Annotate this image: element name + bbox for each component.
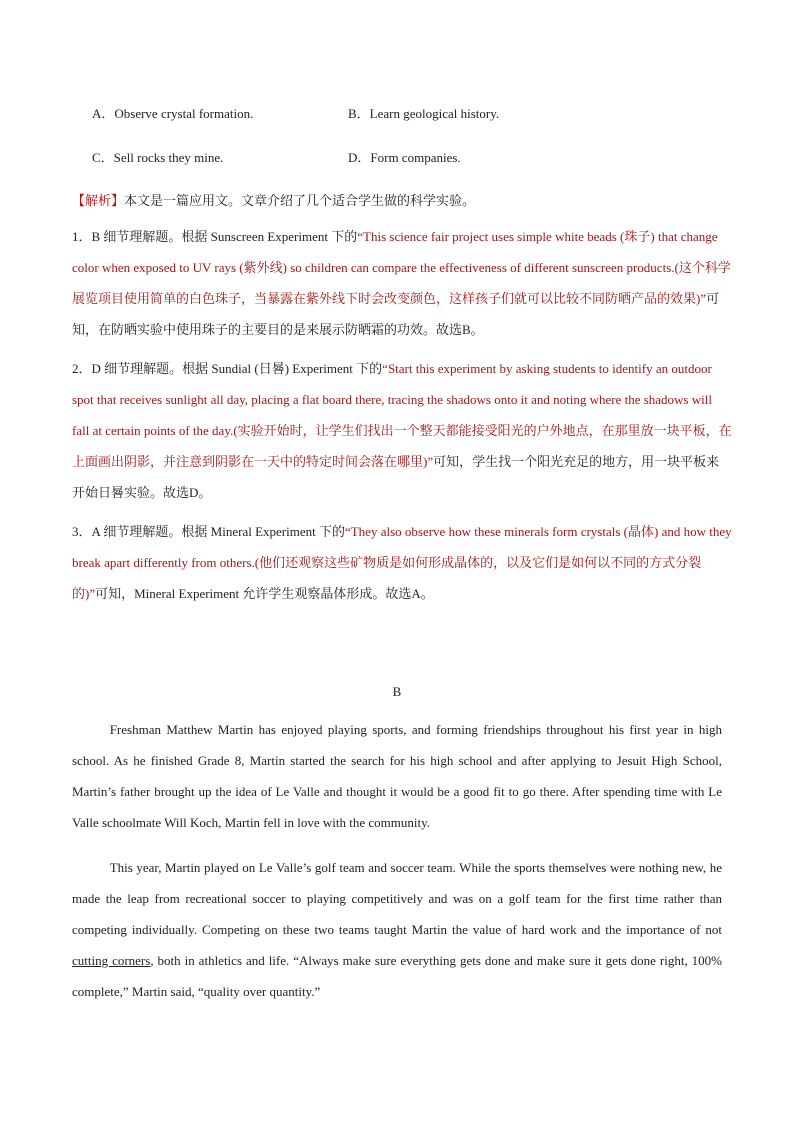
passage-paragraph-2 bbox=[72, 852, 722, 1007]
item-tail: 可知，Mineral Experiment 允许学生观察晶体形成。故选A。 bbox=[95, 586, 434, 601]
section-heading: B bbox=[392, 684, 402, 699]
analysis-item-3 bbox=[72, 516, 732, 609]
analysis-item-2 bbox=[72, 353, 732, 508]
analysis-item-1 bbox=[72, 221, 732, 345]
reading-passage bbox=[72, 714, 722, 1021]
answer-options bbox=[92, 103, 732, 191]
item-lead: 1．B 细节理解题。根据 Sunscreen Experiment 下的 bbox=[72, 229, 358, 244]
passage-paragraph-1: Freshman Matthew Martin has enjoyed playing sports, and forming friendships throughout his first year in high school. As he finished Grade 8, Martin started the search for his high school and after applying to Jesuit High School, Martin’s father brought up the idea of Le Valle and thought it would be a good fit to go there. After spending time with Le Valle schoolmate Will Koch, Martin fell in love with the community. bbox=[72, 722, 722, 830]
options-row-2 bbox=[92, 147, 732, 191]
item-quote: “This science fair project uses simple white beads (珠子) that change color when exposed to UV rays (紫外线) so children can compare the effectiveness of different sunscreen products.(这个科学展览项目使用简单的白色珠子，当暴露在紫外线下时会改变颜色，这样孩子们就可以比较不同防晒产品的效果)” bbox=[72, 229, 731, 306]
item-quote: “They also observe how these minerals form crystals (晶体) and how they break apart differently from others.(他们还观察这些矿物质是如何形成晶体的，以及它们是如何以不同的方式分裂的)” bbox=[72, 524, 732, 601]
paragraph-text: This year, Martin played on Le Valle’s golf team and soccer team. While the sports themselves were nothing new, he made the leap from recreational soccer to playing competitively and was on a golf team for the first time rather than competing individually. Competing on these two teams taught Martin the value of hard work and the importance of not bbox=[72, 860, 722, 937]
analysis-intro: 本文是一篇应用文。文章介绍了几个适合学生做的科学实验。 bbox=[124, 193, 476, 208]
options-row-1 bbox=[92, 103, 732, 147]
option-c: C．Sell rocks they mine. bbox=[92, 150, 224, 165]
option-a: A．Observe crystal formation. bbox=[92, 106, 254, 121]
item-tail: 可知，在防晒实验中使用珠子的主要目的是来展示防晒霜的功效。故选B。 bbox=[72, 291, 720, 337]
item-lead: 3．A 细节理解题。根据 Mineral Experiment 下的 bbox=[72, 524, 345, 539]
analysis-tag: 【解析】 bbox=[72, 193, 125, 208]
item-tail: 可知，学生找一个阳光充足的地方，用一块平板来开始日晷实验。故选D。 bbox=[72, 454, 720, 500]
analysis-heading bbox=[72, 190, 732, 212]
item-quote: “Start this experiment by asking students to identify an outdoor spot that receives sunlight all day, placing a flat board there, tracing the shadows onto it and noting where the shadows will fall at certain points of the day.(实验开始时，让学生们找出一个整天都能接受阳光的户外地点，在那里放一块平板，在上面画出阴影，并注意到阴影在一天中的特定时间会落在哪里)” bbox=[72, 361, 732, 469]
item-lead: 2．D 细节理解题。根据 Sundial (日晷) Experiment 下的 bbox=[72, 361, 383, 376]
paragraph-text: , both in athletics and life. “Always make sure everything gets done and make sure it gets done right, 100% complete,” Martin said, “quality over quantity.” bbox=[72, 953, 722, 999]
analysis-section bbox=[72, 190, 732, 617]
underlined-phrase: cutting corners bbox=[72, 953, 151, 968]
option-b: B．Learn geological history. bbox=[348, 106, 500, 121]
option-d: D．Form companies. bbox=[348, 150, 461, 165]
